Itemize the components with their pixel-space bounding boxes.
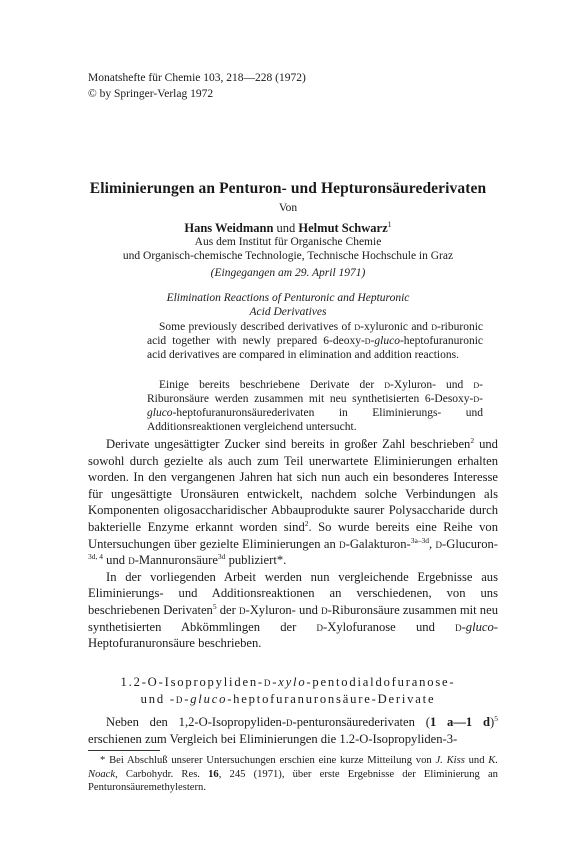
citation-ref: 3d — [217, 551, 226, 561]
journal-header — [88, 70, 306, 102]
config-prefix: d — [128, 553, 135, 568]
text-run: - — [272, 675, 279, 689]
text-run: -pentodialdofuranose- — [306, 675, 456, 689]
text-run: -Heptofuranuronsäure beschrieben. — [88, 619, 498, 651]
volume-number: 16 — [208, 768, 219, 780]
text-run: In der vorliegenden Arbeit werden nun vergleichende Ergebnisse aus Eliminierungs- und Additionsreaktionen an verschiedenen, von uns beschriebenen Derivaten — [88, 569, 498, 617]
citation-ref: 5 — [494, 713, 498, 723]
body-paragraph — [88, 714, 498, 747]
text-run: und — [464, 755, 489, 766]
text-run: Neben den 1,2-O-Isopropyliden- — [106, 715, 287, 729]
config-prefix: d — [316, 619, 324, 634]
institution-line: und Organisch-chemische Technologie, Technische Hochschule in Graz — [122, 250, 454, 262]
footnote-divider — [88, 750, 160, 751]
text-run: -Xyluron- und — [390, 379, 474, 391]
text-run: -Glucuron- — [442, 536, 498, 551]
config-prefix: d — [473, 393, 480, 405]
text-run: . So wurde bereits eine Reihe von Untersuchungen über gezielte Eliminierungen an — [88, 519, 498, 551]
text-run: - — [479, 393, 483, 405]
text-run: , — [429, 536, 436, 551]
by-label: Von — [278, 202, 298, 214]
journal-citation: Monatshefte für Chemie 103, 218—228 (1972) — [88, 72, 306, 84]
author-name: Helmut Schwarz — [298, 221, 388, 235]
cited-author: K. Noack — [88, 755, 498, 780]
abstract-german — [147, 378, 483, 434]
citation-ref: 3d, 4 — [88, 551, 103, 561]
text-run: -Mannuronsäure — [134, 553, 218, 568]
author-name: Hans Weidmann — [184, 221, 274, 235]
text-run: - — [370, 335, 375, 347]
italic-term: xylo — [278, 675, 307, 689]
section-heading-line — [0, 691, 576, 708]
text-run: -Xyluron- und — [245, 602, 322, 617]
config-prefix: d — [175, 691, 185, 706]
config-prefix: d — [435, 536, 443, 551]
config-prefix: d — [455, 619, 462, 634]
text-run: -riburonic acid together with newly prepared 6-deoxy- — [147, 321, 483, 347]
config-prefix: d — [364, 335, 371, 347]
text-run: publiziert*. — [225, 553, 287, 568]
institution-line: Aus dem Institut für Organische Chemie — [194, 236, 382, 248]
text-run: der — [216, 602, 240, 617]
abstract-english — [147, 320, 483, 362]
text-run: ) — [490, 715, 495, 729]
cited-author: J. Kiss — [435, 755, 465, 766]
english-title-line: Elimination Reactions of Penturonic and Hepturonic — [166, 292, 410, 304]
text-run: -Galakturon- — [345, 536, 411, 551]
config-prefix: d — [384, 379, 391, 391]
citation-ref: 2 — [304, 518, 309, 528]
section-heading-line — [0, 674, 576, 691]
text-run: und — [103, 553, 129, 568]
citation-ref: 2 — [470, 435, 475, 445]
text-run: und sowohl durch gezielte als auch zum Teil unerwartete Eliminierungen erhalten worden. In den vergangenen Jahren hat sich nun auch ein besonderes Interesse für ungesättigte Uronsäuren entwickelt, nachdem solche Verbindungen als Komponenten oligosaccharidischer Abbauprodukte saurer Polysaccharide durch bakterielle Enzyme erkannt worden sind — [88, 437, 498, 534]
text-run: Some previously described derivatives of — [159, 321, 355, 333]
text-run: -heptofuranuronsäure-Derivate — [227, 691, 436, 706]
citation-ref: 3a–3d — [410, 535, 430, 545]
text-run: -Riburonsäure werden zusammen mit neu synthetisierten 6-Desoxy- — [147, 379, 483, 405]
config-prefix: d — [263, 675, 273, 689]
section-heading — [0, 674, 576, 707]
body-text — [88, 714, 498, 747]
italic-term: gluco — [374, 335, 400, 347]
text-run: * Bei Abschluß unserer Untersuchungen erschien eine kurze Mitteilung von — [100, 755, 436, 766]
text-run: - — [461, 619, 466, 634]
text-run: , 245 (1971), über erste Ergebnisse der Eliminierung an Penturonsäuremethylestern. — [88, 768, 498, 794]
text-run: -penturonsäurederivaten ( — [292, 715, 430, 729]
text-run: Derivate ungesättigter Zucker sind bereits in großer Zahl beschrieben — [106, 437, 471, 451]
compound-label: 1 a—1 d — [429, 715, 491, 729]
text-run: -heptofuranuronsäurederivaten in Eliminierungs- und Additionsreaktionen vergleichend untersucht. — [147, 407, 483, 433]
english-title-line: Acid Derivatives — [249, 306, 327, 318]
author-conjunction: und — [276, 221, 296, 235]
text-run: , Carbohydr. Res. — [115, 768, 209, 780]
text-run: und - — [140, 691, 176, 706]
body-text — [88, 436, 498, 652]
footnote-paragraph — [88, 754, 498, 795]
article-title: Eliminierungen an Penturon- und Hepturonsäurederivaten — [89, 180, 487, 197]
body-paragraph — [88, 436, 498, 569]
config-prefix: d — [286, 715, 293, 729]
text-run: erschienen zum Vergleich bei Eliminierungen die 1.2-O-Isopropyliden-3- — [88, 731, 458, 746]
text-run: -Riburonsäure zusammen mit neu synthetisierten Abkömmlingen der — [88, 602, 498, 634]
english-title — [0, 291, 576, 319]
text-run: - — [184, 691, 191, 706]
text-run: Einige bereits beschriebene Derivate der — [159, 379, 385, 391]
config-prefix: d — [354, 321, 361, 333]
abstract-paragraph — [147, 378, 483, 434]
italic-term: gluco — [147, 407, 173, 419]
config-prefix: d — [321, 602, 328, 617]
config-prefix: d — [339, 536, 346, 551]
citation-ref: 5 — [212, 601, 217, 611]
footnote — [88, 754, 498, 795]
author-line — [0, 221, 576, 236]
config-prefix: d — [239, 602, 246, 617]
text-run: 1.2-O-Isopropyliden- — [120, 675, 264, 689]
config-prefix: d — [431, 321, 438, 333]
footnote-ref: 1 — [387, 219, 392, 229]
copyright-line: © by Springer-Verlag 1972 — [88, 88, 214, 100]
abstract-paragraph — [147, 320, 483, 362]
text-run: -Xylofuranose und — [323, 619, 456, 634]
body-paragraph — [88, 569, 498, 652]
italic-term: gluco — [190, 691, 228, 706]
italic-term: gluco — [465, 619, 494, 634]
text-run: -heptofuranuronic acid derivatives are compared in elimination and addition reactions. — [147, 335, 483, 361]
received-date: (Eingegangen am 29. April 1971) — [210, 267, 366, 279]
config-prefix: d — [473, 379, 480, 391]
text-run: -xyluronic and — [360, 321, 432, 333]
